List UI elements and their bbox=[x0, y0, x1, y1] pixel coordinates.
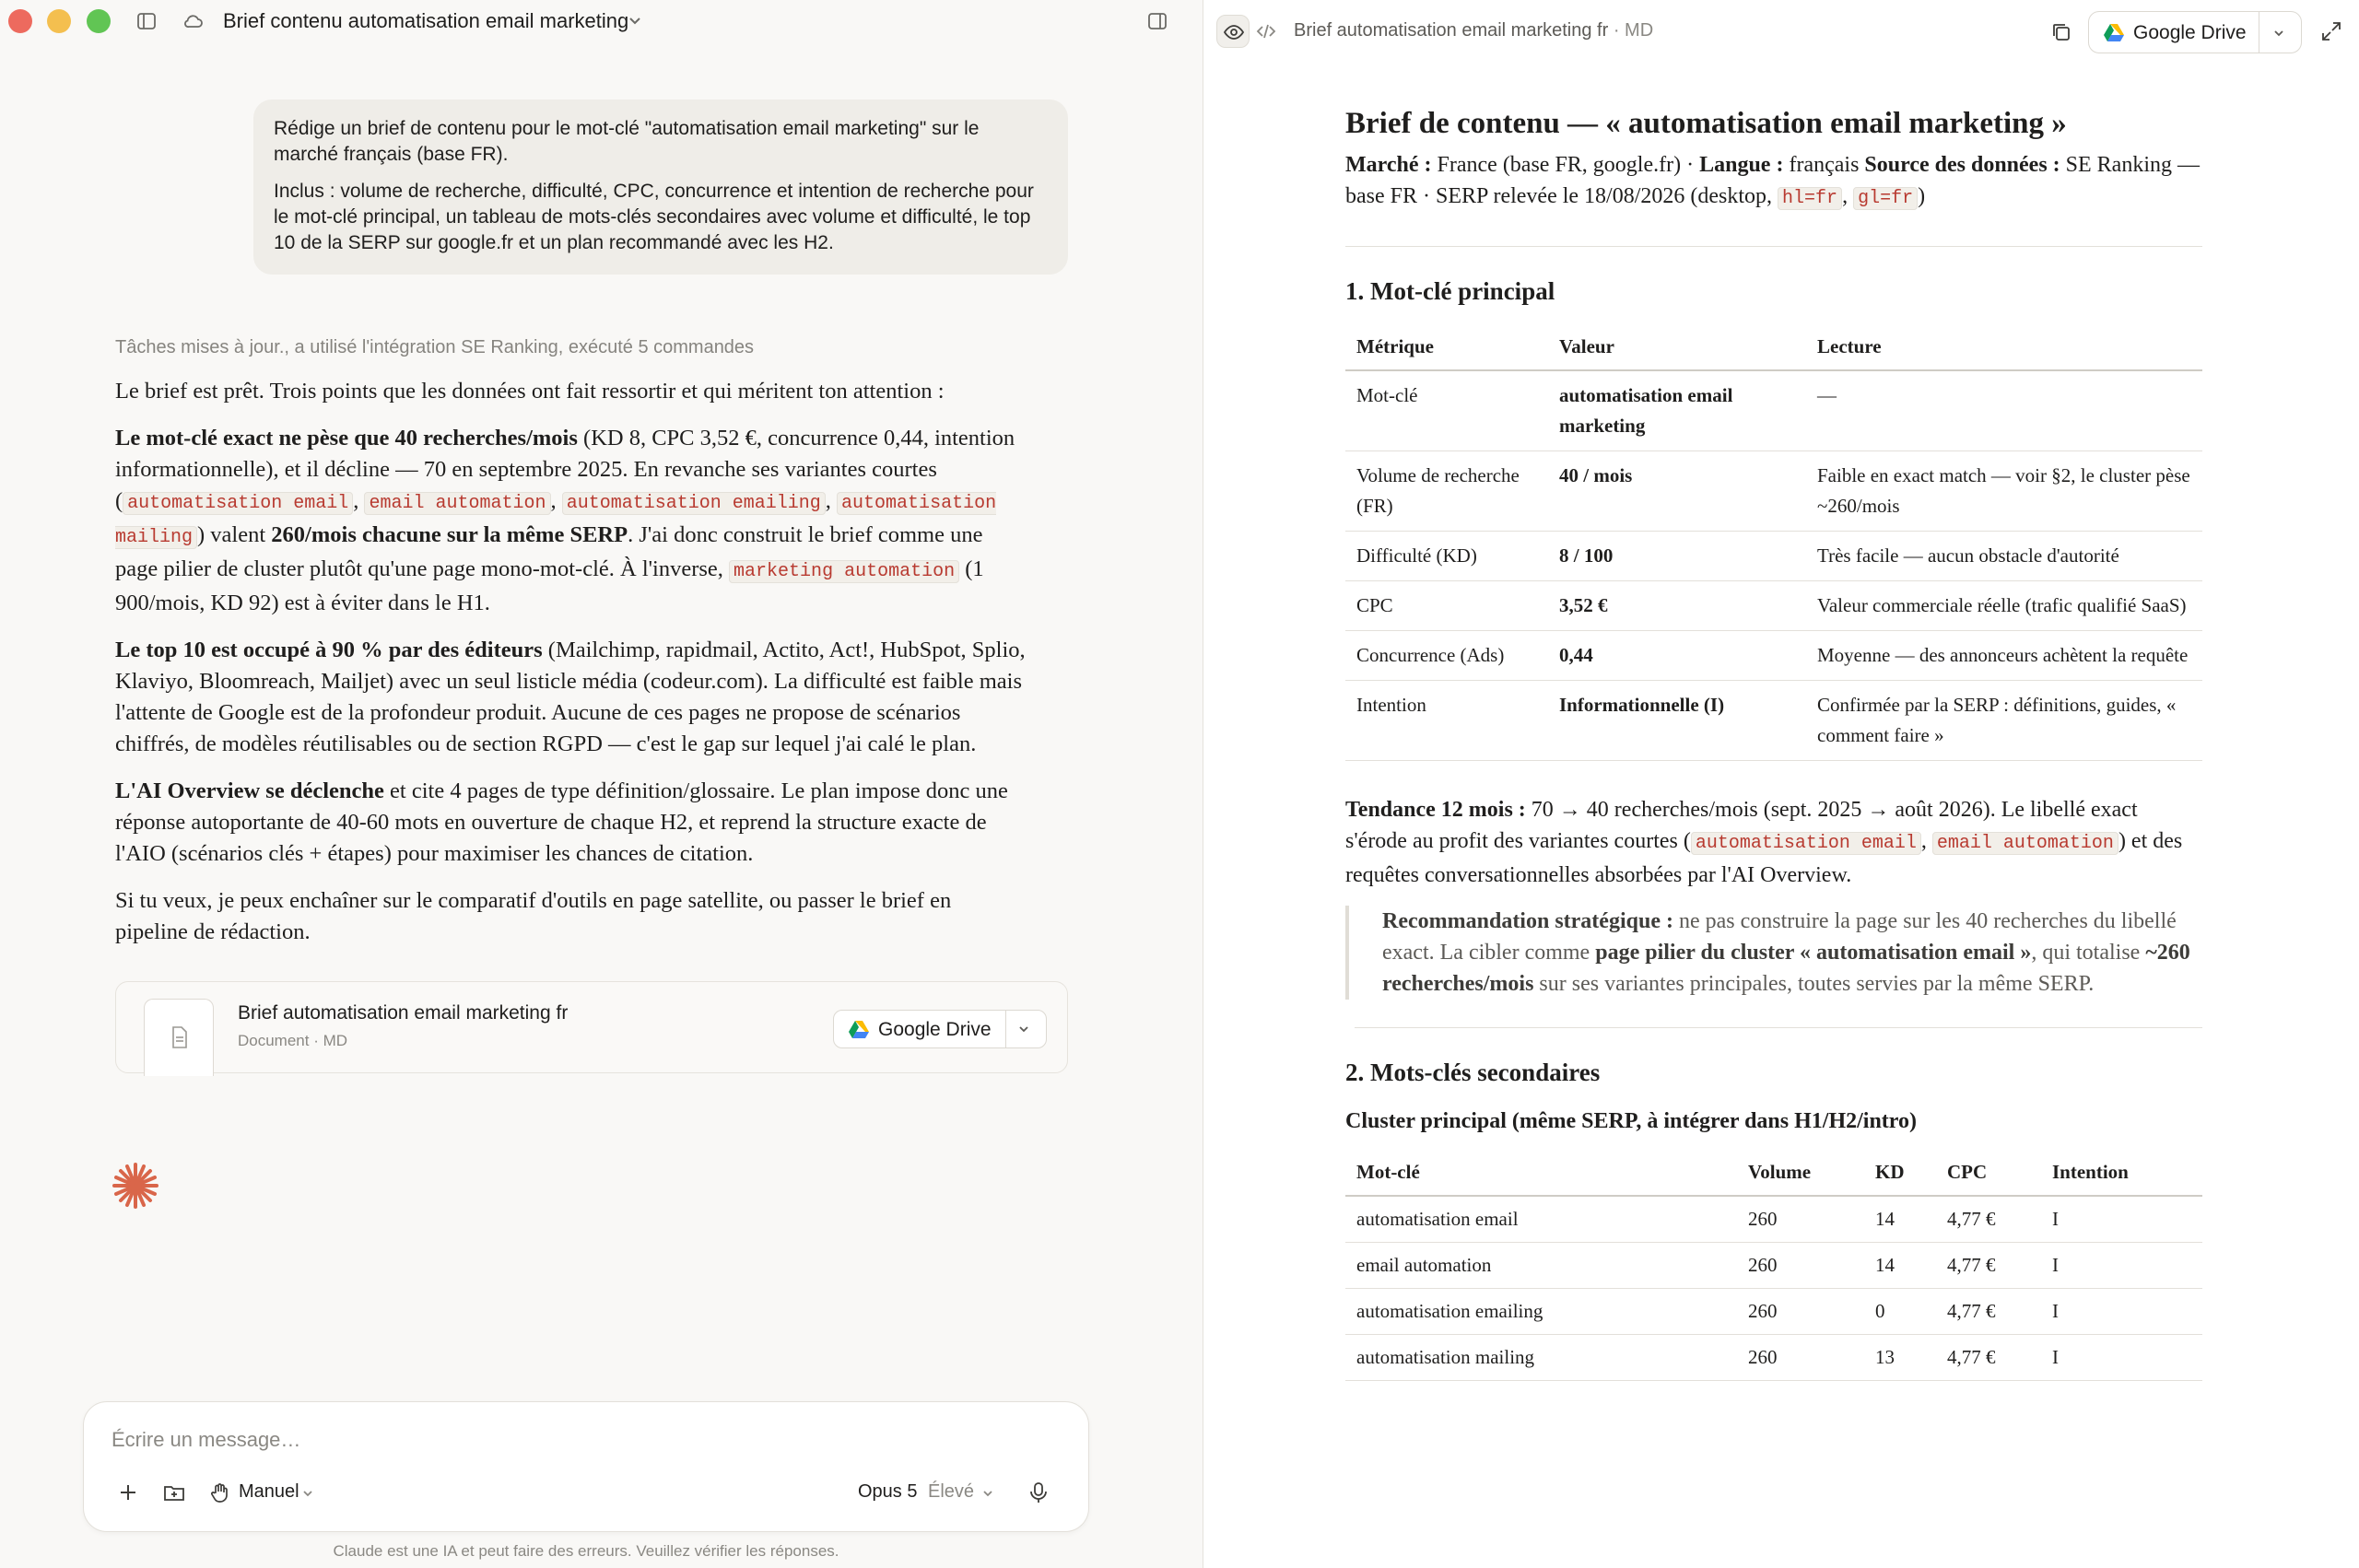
folder-add-icon[interactable] bbox=[161, 1480, 187, 1505]
sidebar-toggle-icon[interactable] bbox=[135, 9, 158, 33]
table-row: automatisation mailing 260 13 4,77 € I bbox=[1345, 1335, 2202, 1381]
divider bbox=[1345, 246, 2202, 247]
reply-paragraph: Le top 10 est occupé à 90 % par des éditeurs (Mailchimp, rapidmail, Actito, Act!, HubSpot, Splio, Klaviyo, Bloomreach, Mailjet) avec un seul listicle média (codeur.com). La difficulté est faible mais l'attente de Google est de la profondeur produit. Aucune de ces pages ne propose de scénarios chiffrés, de modèles réutilisables ou de section RGPD — c'est le gap sur lequel j'ai calé le plan. bbox=[115, 638, 1026, 756]
table-row: Difficulté (KD) 8 / 100 Très facile — aucun obstacle d'autorité bbox=[1345, 532, 2202, 581]
table-header-row bbox=[1345, 322, 2202, 370]
secondary-keywords-table bbox=[1345, 1150, 2202, 1381]
effort-selector[interactable]: Élevé bbox=[928, 1481, 975, 1502]
reply-paragraph: Si tu veux, je peux enchaîner sur le comparatif d'outils en page satellite, ou passer le brief en pipeline de rédaction. bbox=[115, 888, 952, 944]
google-drive-label: Google Drive bbox=[878, 1019, 992, 1040]
document-heading: Brief de contenu — « automatisation email marketing » bbox=[1345, 107, 2067, 140]
column-header: Volume bbox=[1737, 1150, 1864, 1196]
column-header: Métrique bbox=[1345, 322, 1548, 370]
tool-activity-summary[interactable]: Tâches mises à jour., a utilisé l'intégration SE Ranking, exécuté 5 commandes bbox=[115, 337, 755, 357]
document-meta: Marché : France (base FR, google.fr) · Langue : français Source des données : SE Ranking — base FR · SERP relevée le 18/08/2026 (desktop, hl=fr , gl=fr ) bbox=[1345, 153, 2200, 209]
conversation-title[interactable]: Brief contenu automatisation email marketing bbox=[223, 9, 629, 32]
column-header: Valeur bbox=[1548, 322, 1806, 370]
trend-paragraph: Tendance 12 mois : 70 → 40 recherches/mois (sept. 2025 → août 2026). Le libellé exact s'érode au profit des variantes courtes ( automatisation email , email automation ) et des requêtes conversationnelles absorbées par l'AI Overview. bbox=[1345, 798, 2183, 887]
document-card[interactable] bbox=[115, 981, 1068, 1073]
column-header: KD bbox=[1864, 1150, 1936, 1196]
document-thumbnail bbox=[144, 999, 214, 1076]
plus-icon[interactable] bbox=[115, 1480, 141, 1505]
copy-icon[interactable] bbox=[2049, 20, 2073, 44]
table-row: Volume de recherche (FR) 40 / mois Faible en exact match — voir §2, le cluster pèse ~260/mois bbox=[1345, 451, 2202, 532]
reply-paragraph: Le mot-clé exact ne pèse que 40 recherches/mois (KD 8, CPC 3,52 €, concurrence 0,44, intention informationnelle), et il décline — 70 en septembre 2025. En revanche ses variantes courtes ( automatisation email , email automation , automatisation emailing , automatisation mailing ) valent 260/mois chacune sur la même SERP. J'ai donc construit le brief comme une page pilier de cluster plutôt qu'une page mono-mot-clé. À l'inverse, marketing automation (1 900/mois, KD 92) est à éviter dans le H1. bbox=[115, 426, 1015, 615]
user-message-line: Inclus : volume de recherche, difficulté, CPC, concurrence et intention de recherche pour le mot-clé principal, un tableau de mots-clés secondaires avec volume et difficulté, le top 10 de la SERP sur google.fr et un plan recommandé avec les H2. bbox=[274, 181, 1034, 253]
microphone-icon[interactable] bbox=[1026, 1480, 1051, 1505]
section-heading: 2. Mots-clés secondaires bbox=[1345, 1059, 1601, 1086]
preview-title: Brief automatisation email marketing fr · MD bbox=[1294, 20, 1654, 41]
expand-icon[interactable] bbox=[2320, 20, 2342, 42]
main-keyword-metrics-table bbox=[1345, 322, 2202, 761]
column-header: CPC bbox=[1936, 1150, 2041, 1196]
message-composer bbox=[83, 1401, 1089, 1532]
table-row: CPC 3,52 € Valeur commerciale réelle (trafic qualifié SaaS) bbox=[1345, 581, 2202, 631]
document-type: Document · MD bbox=[238, 1032, 348, 1049]
chevron-down-icon[interactable] bbox=[299, 1485, 316, 1502]
column-header: Intention bbox=[2041, 1150, 2202, 1196]
column-header: Lecture bbox=[1806, 322, 2202, 370]
hand-icon bbox=[209, 1481, 231, 1504]
message-input[interactable] bbox=[111, 1428, 1033, 1452]
reply-paragraph: L'AI Overview se déclenche et cite 4 pages de type définition/glossaire. Le plan impose donc une réponse autoportante de 40-60 mots en ouverture de chaque H2, et reprend la structure exacte de l'AIO (scénarios clés + étapes) pour maximiser les chances de citation. bbox=[115, 778, 1008, 866]
divider bbox=[1355, 1027, 2202, 1028]
table-row: Intention Informationnelle (I) Confirmée par la SERP : définitions, guides, « comment faire » bbox=[1345, 681, 2202, 761]
model-selector[interactable]: Opus 5 bbox=[858, 1481, 918, 1502]
minimize-window-button[interactable] bbox=[47, 9, 71, 33]
document-preview-panel bbox=[1203, 0, 2359, 1568]
title-bar bbox=[0, 0, 1203, 42]
disclaimer: Claude est une IA et peut faire des erreurs. Veuillez vérifier les réponses. bbox=[333, 1542, 839, 1560]
recommendation-blockquote: Recommandation stratégique : ne pas construire la page sur les 40 recherches du libellé exact. La cibler comme page pilier du cluster « automatisation email », qui totalise ~260 recherches/mois sur ses variantes principales, toutes servies par la même SERP. bbox=[1345, 906, 2202, 1000]
table-row: Mot-clé automatisation email marketing — bbox=[1345, 370, 2202, 451]
google-drive-label: Google Drive bbox=[2133, 22, 2247, 43]
google-drive-icon bbox=[2104, 23, 2124, 41]
assistant-message bbox=[115, 376, 1027, 964]
preview-view-button[interactable] bbox=[1216, 15, 1250, 48]
document-icon bbox=[169, 1025, 191, 1049]
close-window-button[interactable] bbox=[8, 9, 32, 33]
reply-intro: Le brief est prêt. Trois points que les données ont fait ressortir et qui méritent ton attention : bbox=[115, 379, 945, 404]
document-name: Brief automatisation email marketing fr bbox=[238, 1002, 569, 1024]
chevron-down-icon[interactable] bbox=[623, 9, 647, 33]
table-row: email automation 260 14 4,77 € I bbox=[1345, 1243, 2202, 1289]
save-to-google-drive-button[interactable] bbox=[833, 1010, 1047, 1048]
chevron-down-icon[interactable] bbox=[1015, 1020, 1033, 1038]
section-heading: 1. Mot-clé principal bbox=[1345, 277, 1555, 305]
panel-toggle-icon[interactable] bbox=[1145, 9, 1169, 33]
table-row: Concurrence (Ads) 0,44 Moyenne — des annonceurs achètent la requête bbox=[1345, 631, 2202, 681]
maximize-window-button[interactable] bbox=[87, 9, 111, 33]
markdown-document bbox=[1345, 103, 2202, 1381]
table-row: automatisation email 260 14 4,77 € I bbox=[1345, 1196, 2202, 1243]
table-row: automatisation emailing 260 0 4,77 € I bbox=[1345, 1289, 2202, 1335]
subsection-heading: Cluster principal (même SERP, à intégrer dans H1/H2/intro) bbox=[1345, 1109, 1918, 1133]
cloud-icon bbox=[182, 9, 205, 33]
user-message-line: Rédige un brief de contenu pour le mot-clé "automatisation email marketing" sur le marché français (base FR). bbox=[274, 118, 980, 165]
chevron-down-icon[interactable] bbox=[980, 1485, 996, 1502]
view-toggle bbox=[1216, 15, 1285, 48]
chevron-down-icon[interactable] bbox=[2270, 24, 2288, 42]
column-header: Mot-clé bbox=[1345, 1150, 1737, 1196]
google-drive-icon bbox=[849, 1020, 869, 1038]
code-icon[interactable] bbox=[1255, 20, 1277, 42]
claude-spark-icon bbox=[111, 1161, 160, 1211]
table-header-row bbox=[1345, 1150, 2202, 1196]
preview-toolbar bbox=[1203, 0, 2359, 63]
save-to-google-drive-button[interactable] bbox=[2088, 11, 2302, 53]
mode-selector[interactable]: Manuel bbox=[239, 1481, 299, 1502]
user-message bbox=[253, 99, 1068, 275]
eye-icon bbox=[1223, 21, 1245, 43]
